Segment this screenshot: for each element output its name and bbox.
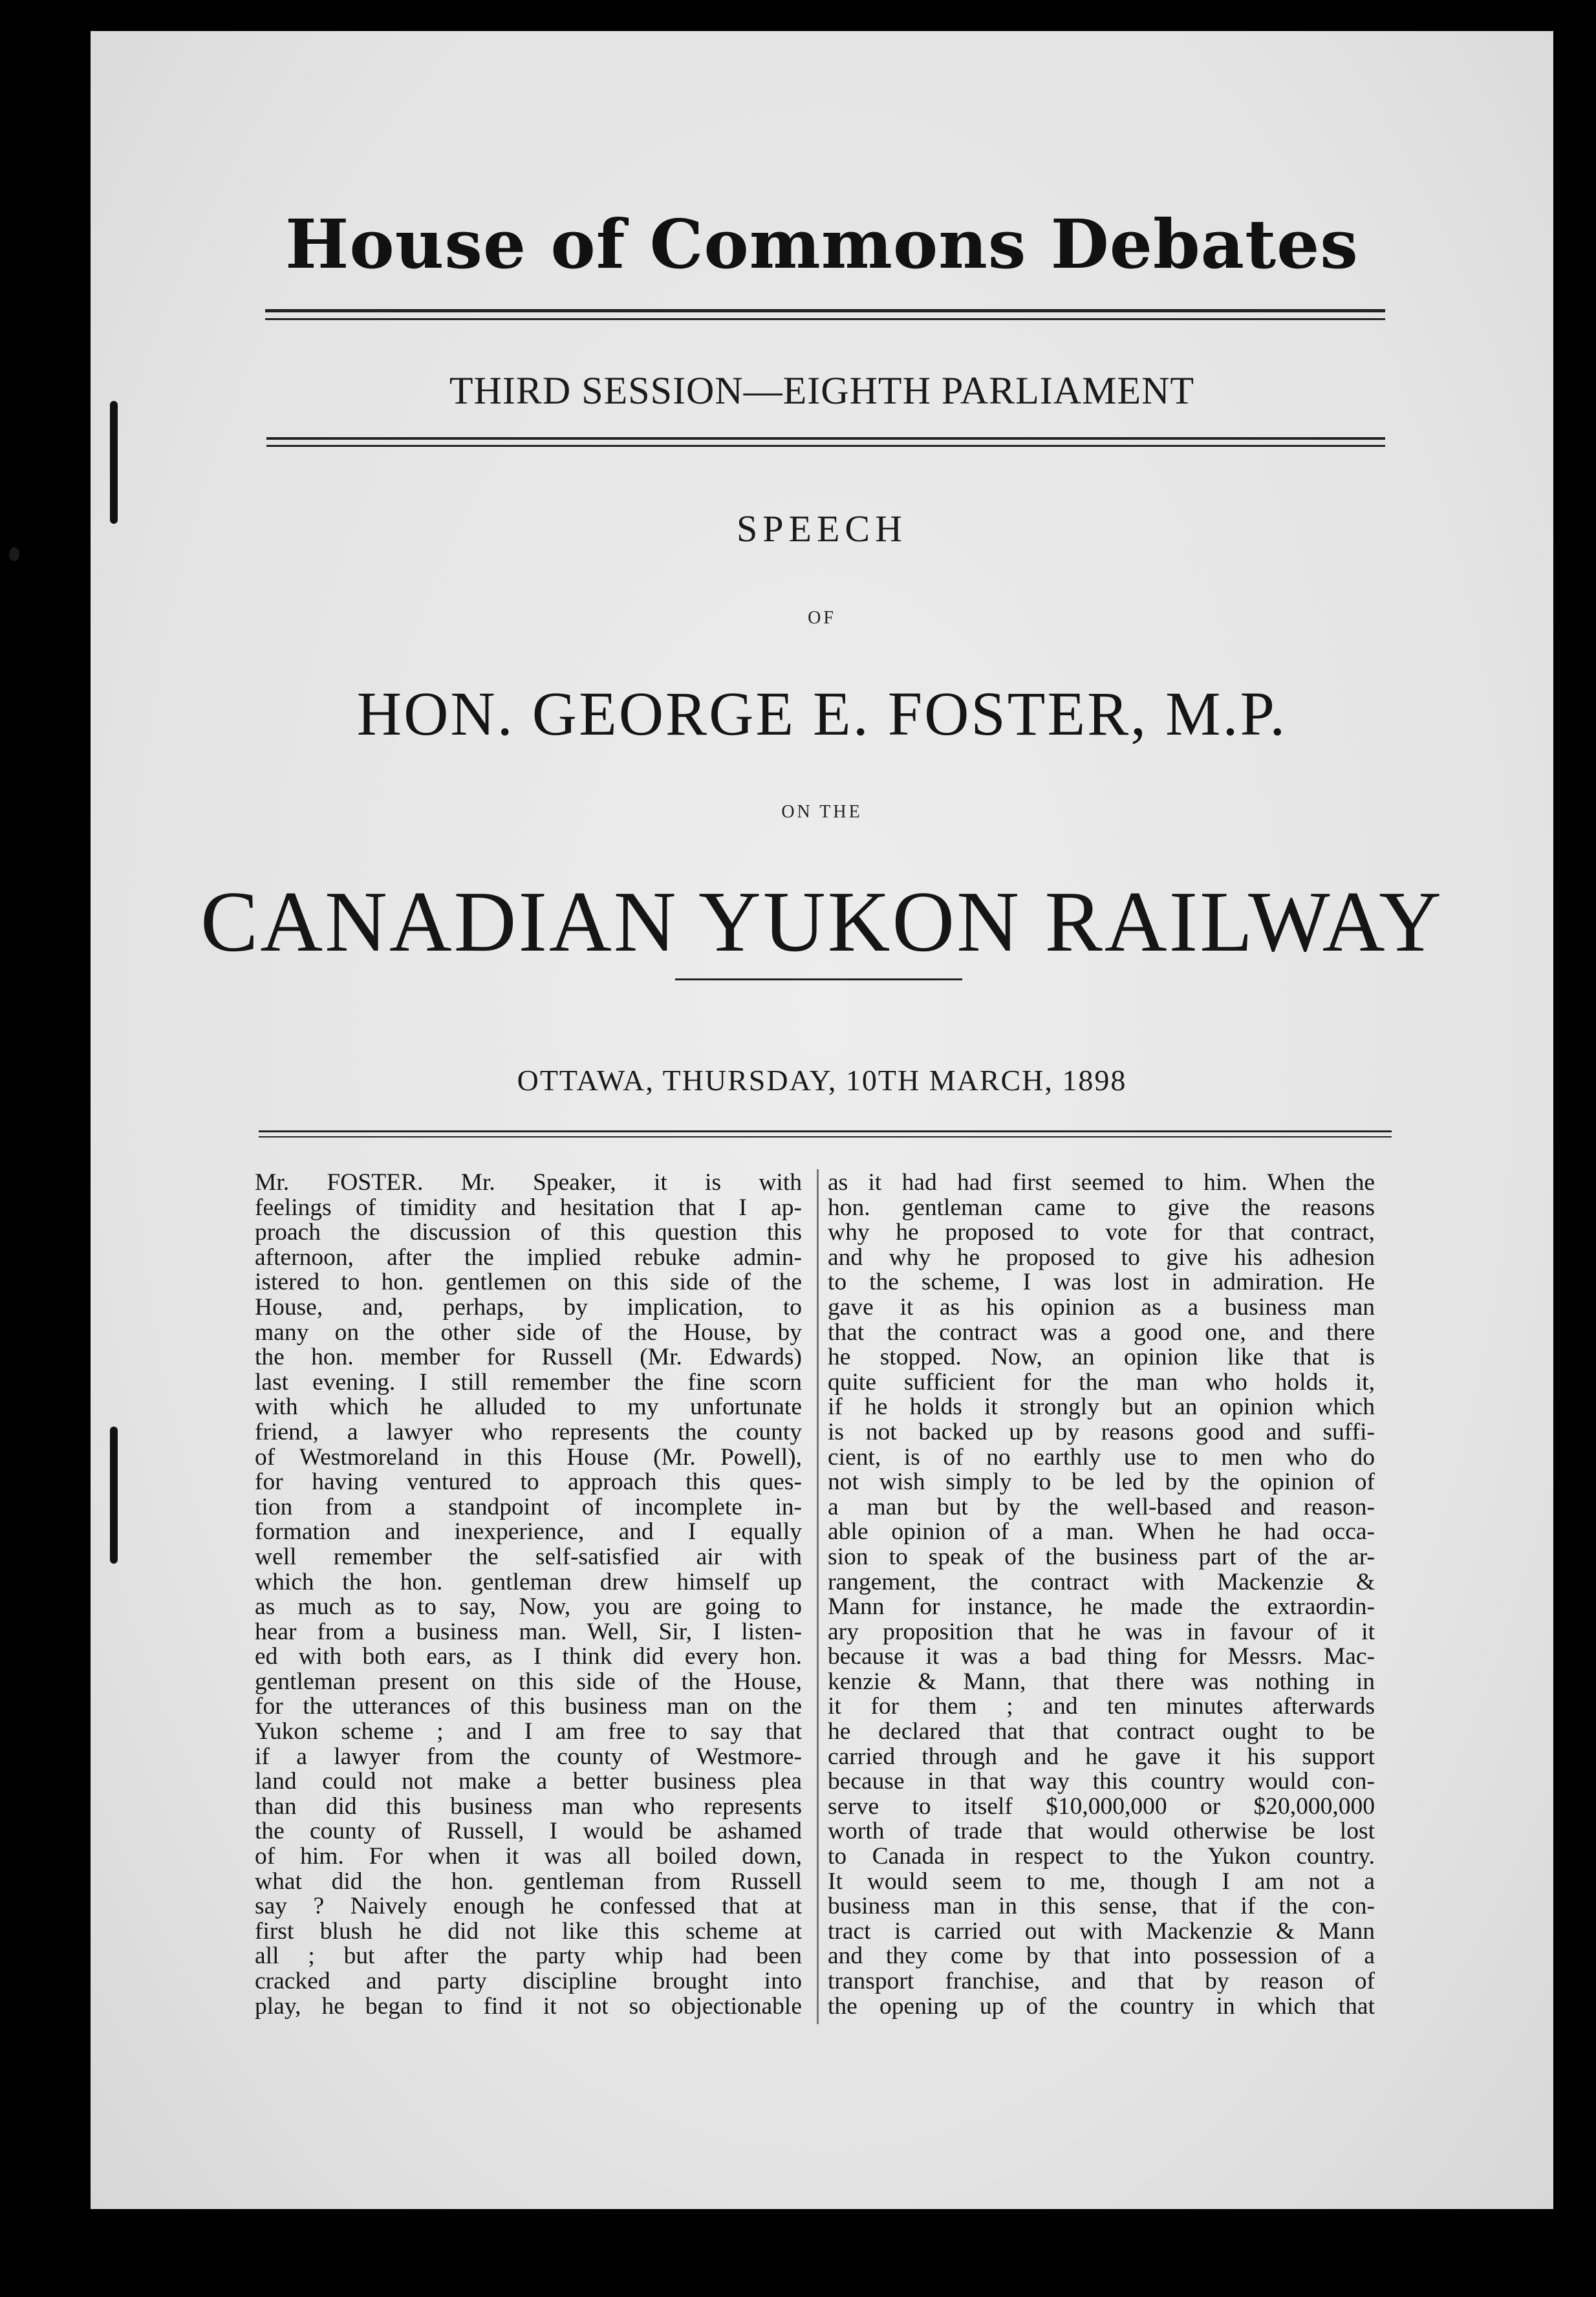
binding-mark (110, 1427, 118, 1564)
body-text-line: well remember the self-satisfied air with (255, 1543, 802, 1570)
document-sheet (91, 31, 1553, 2209)
body-text-line: why he proposed to vote for that contract, (828, 1219, 1375, 1246)
body-text-line: if a lawyer from the county of Westmore- (255, 1743, 802, 1770)
body-text-line: all ; but after the party whip had been (255, 1943, 802, 1970)
body-text-line: what did the hon. gentleman from Russell (255, 1868, 802, 1895)
body-text-line: if he holds it strongly but an opinion which (828, 1394, 1375, 1421)
session-rule (266, 437, 1385, 440)
body-text-line: because in that way this country would con- (828, 1768, 1375, 1795)
body-text-line: carried through and he gave it his support (828, 1743, 1375, 1770)
of-label: OF (808, 608, 836, 628)
body-text-line: which the hon. gentleman drew himself up (255, 1568, 802, 1595)
body-text-line: as much as to say, Now, you are going to (255, 1593, 802, 1621)
subject-divider (675, 978, 962, 980)
body-text-line: many on the other side of the House, by (255, 1319, 802, 1346)
body-text-line: feelings of timidity and hesitation that I ap- (255, 1194, 802, 1221)
body-text-line: the hon. member for Russell (Mr. Edwards) (255, 1344, 802, 1371)
body-text-line: ed with both ears, as I think did every hon. (255, 1643, 802, 1670)
binding-mark (110, 401, 118, 524)
body-text-line: that the contract was a good one, and there (828, 1319, 1375, 1346)
body-text-line: Mann for instance, he made the extraordin- (828, 1593, 1375, 1621)
dateline-rule (259, 1130, 1392, 1132)
session-heading: THIRD SESSION—EIGHTH PARLIAMENT (449, 369, 1195, 412)
body-text-line: gentleman present on this side of the House, (255, 1668, 802, 1695)
body-text-line: and they come by that into possession of a (828, 1943, 1375, 1970)
body-column-right (828, 1170, 1375, 2022)
body-column-left (255, 1170, 802, 2022)
body-text-line: formation and inexperience, and I equally (255, 1518, 802, 1546)
dateline-rule-thin (259, 1136, 1392, 1138)
column-divider (817, 1169, 819, 2024)
body-text-line: cracked and party discipline brought into (255, 1968, 802, 1994)
body-text-line: to the scheme, I was lost in admiration. He (828, 1269, 1375, 1296)
speaker-name: HON. GEORGE E. FOSTER, M.P. (356, 679, 1288, 748)
on-the-label: ON THE (781, 802, 863, 822)
body-text-line: rangement, the contract with Mackenzie & (828, 1568, 1375, 1595)
body-text-line: of him. For when it was all boiled down, (255, 1843, 802, 1870)
body-text-line: kenzie & Mann, that there was nothing in (828, 1668, 1375, 1695)
body-text-line: cient, is of no earthly use to men who do (828, 1443, 1375, 1471)
speech-subject: CANADIAN YUKON RAILWAY (200, 874, 1444, 969)
body-text-line: gave it as his opinion as a business man (828, 1293, 1375, 1321)
body-text-line: proach the discussion of this question this (255, 1219, 802, 1246)
body-text-line: worth of trade that would otherwise be lost (828, 1818, 1375, 1845)
scan-speck (9, 547, 19, 561)
body-text-line: serve to itself $10,000,000 or $20,000,000 (828, 1793, 1375, 1820)
title-rule-top-thin (265, 318, 1385, 320)
body-text-line: than did this business man who represents (255, 1793, 802, 1820)
body-text-line: for the utterances of this business man on the (255, 1693, 802, 1720)
body-text-line: he stopped. Now, an opinion like that is (828, 1344, 1375, 1371)
body-text-line: quite sufficient for the man who holds it, (828, 1368, 1375, 1396)
body-text-line: a man but by the well-based and reason- (828, 1493, 1375, 1520)
body-text-line: friend, a lawyer who represents the county (255, 1418, 802, 1445)
body-text-line: Yukon scheme ; and I am free to say that (255, 1718, 802, 1745)
body-text-line: It would seem to me, though I am not a (828, 1868, 1375, 1895)
body-text-line: with which he alluded to my unfortunate (255, 1394, 802, 1421)
body-text-line: Mr. FOSTER. Mr. Speaker, it is with (255, 1170, 802, 1196)
body-text-line: not wish simply to be led by the opinion of (828, 1469, 1375, 1496)
body-text-line: the county of Russell, I would be ashamed (255, 1818, 802, 1845)
dateline: OTTAWA, THURSDAY, 10TH MARCH, 1898 (517, 1064, 1127, 1097)
body-text-line: tract is carried out with Mackenzie & Mann (828, 1917, 1375, 1945)
body-text-line: last evening. I still remember the fine scorn (255, 1368, 802, 1396)
speech-label: SPEECH (737, 508, 907, 550)
body-text-line: is not backed up by reasons good and suffi- (828, 1418, 1375, 1445)
body-text-line: to Canada in respect to the Yukon country. (828, 1843, 1375, 1870)
body-text-line: House, and, perhaps, by implication, to (255, 1293, 802, 1321)
publication-title: House of Commons Debates (285, 204, 1359, 284)
body-text-line: he declared that that contract ought to be (828, 1718, 1375, 1745)
body-text-line: as it had had first seemed to him. When the (828, 1170, 1375, 1196)
body-text-line: ary proposition that he was in favour of it (828, 1618, 1375, 1645)
body-text-line: for having ventured to approach this ques- (255, 1469, 802, 1496)
body-text-line: tion from a standpoint of incomplete in- (255, 1493, 802, 1520)
body-text-line: business man in this sense, that if the con- (828, 1893, 1375, 1920)
body-text-line: play, he began to find it not so objectionable (255, 1992, 802, 2020)
body-text-line: hon. gentleman came to give the reasons (828, 1194, 1375, 1221)
body-text-line: hear from a business man. Well, Sir, I listen- (255, 1618, 802, 1645)
body-text-line: of Westmoreland in this House (Mr. Powell), (255, 1443, 802, 1471)
body-text-line: transport franchise, and that by reason of (828, 1968, 1375, 1994)
body-text-line: say ? Naively enough he confessed that at (255, 1893, 802, 1920)
session-rule-thin (266, 445, 1385, 447)
body-text-line: afternoon, after the implied rebuke admin- (255, 1244, 802, 1271)
title-rule-top (265, 309, 1385, 312)
body-text-line: sion to speak of the business part of the ar- (828, 1543, 1375, 1570)
body-text-line: because it was a bad thing for Messrs. Mac- (828, 1643, 1375, 1670)
body-text-line: first blush he did not like this scheme at (255, 1917, 802, 1945)
body-text-line: able opinion of a man. When he had occa- (828, 1518, 1375, 1546)
body-text-line: and why he proposed to give his adhesion (828, 1244, 1375, 1271)
body-text-line: istered to hon. gentlemen on this side of the (255, 1269, 802, 1296)
body-text-line: the opening up of the country in which that (828, 1992, 1375, 2020)
body-text-line: it for them ; and ten minutes afterwards (828, 1693, 1375, 1720)
body-text-line: land could not make a better business plea (255, 1768, 802, 1795)
